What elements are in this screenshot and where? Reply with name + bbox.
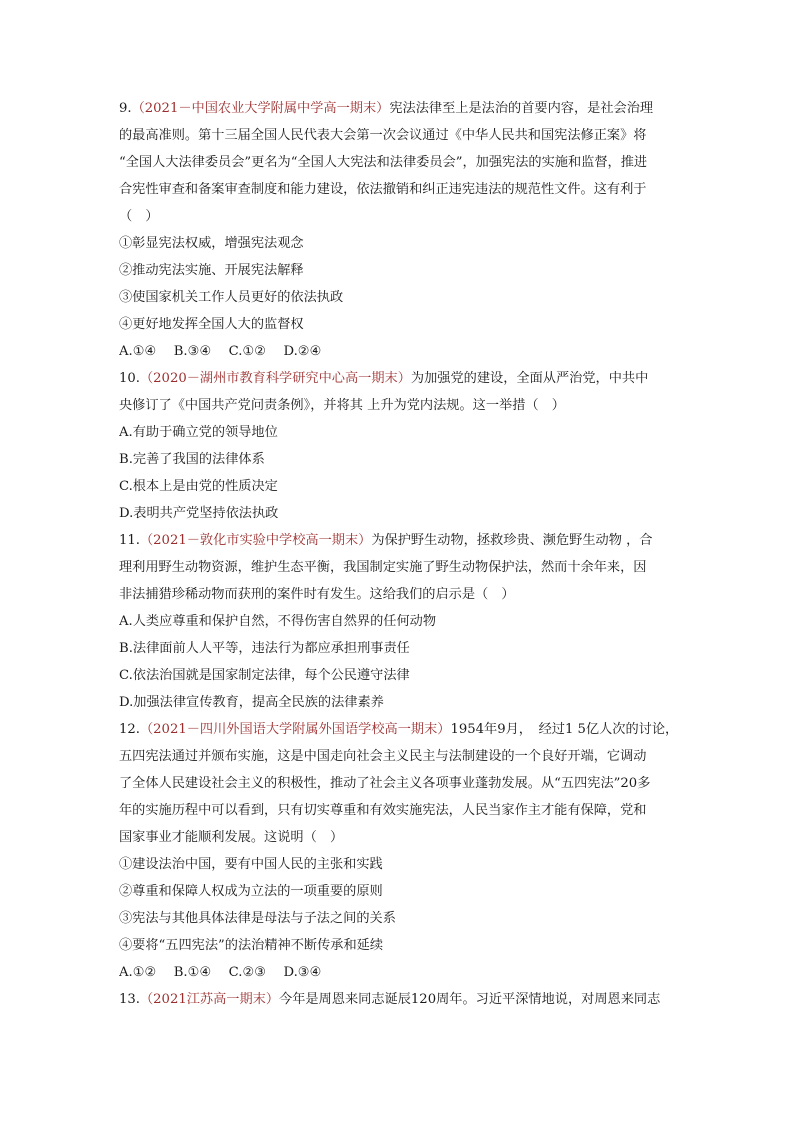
question-number: 12. <box>119 722 140 737</box>
question-text-line: 年的实施历程中可以看到，只有切实尊重和有效实施宪法，人民当家作主才能有保障，党和 <box>119 803 647 818</box>
question-text: 为保护野生动物，拯救珍贵、濒危野生动物 ，合 <box>371 533 653 548</box>
question-text-line: 的最高准则。第十三届全国人民代表大会第一次会议通过《中华人民共和国宪法修正案》将 <box>119 128 647 143</box>
question-text-line: 央修订了《中国共产党问责条例》，并将其 上升为党内法规。这一举措（ ） <box>119 398 565 413</box>
document-page <box>119 95 679 1013</box>
question-number: 13. <box>119 992 140 1007</box>
question-source: （2021－敦化市实验中学校高一期末） <box>139 533 372 548</box>
question-text: 1954年9月， 经过1 5亿人次的讨论， <box>450 722 679 737</box>
question-13-line-1 <box>119 986 679 1013</box>
answer-choices: A.①② B.①④ C.②③ D.③④ <box>119 965 322 980</box>
question-12 <box>119 716 679 986</box>
option: ②推动宪法实施、开展宪法解释 <box>119 263 304 278</box>
question-text-line: 了全体人民建设社会主义的积极性，推动了社会主义各项事业蓬勃发展。从“五四宪法”20多 <box>119 776 651 791</box>
question-12-line-1 <box>119 716 679 743</box>
question-source: （2021江苏高一期末） <box>139 992 280 1007</box>
answer-choices: A.①④ B.③④ C.①② D.②④ <box>119 344 322 359</box>
question-number: 11. <box>119 533 140 548</box>
question-text: 为加强党的建设，全面从严治党，中共中 <box>410 371 649 386</box>
question-number: 10. <box>119 371 140 386</box>
option: D.表明共产党坚持依法执政 <box>119 506 279 521</box>
option: B.完善了我国的法律体系 <box>119 452 265 467</box>
question-text-line: 合宪性审查和备案审查制度和能力建设，依法撤销和纠正违宪违法的规范性文件。这有利于 <box>119 182 647 197</box>
question-text-line: 理利用野生动物资源，维护生态平衡，我国制定实施了野生动物保护法，然而十余年来，因 <box>119 560 647 575</box>
question-text-line: 非法捕猎珍稀动物而获刑的案件时有发生。这给我们的启示是（ ） <box>119 587 515 602</box>
question-10 <box>119 365 679 527</box>
question-9 <box>119 95 679 365</box>
option: ①建设法治中国，要有中国人民的主张和实践 <box>119 857 383 872</box>
option: ①彰显宪法权威，增强宪法观念 <box>119 236 304 251</box>
question-9-line-1 <box>119 95 679 122</box>
question-11-line-1 <box>119 527 679 554</box>
question-text-line: “全国人大法律委员会”更名为“全国人大宪法和法律委员会”，加强宪法的实施和监督，推进 <box>119 155 648 170</box>
option: ②尊重和保障人权成为立法的一项重要的原则 <box>119 884 383 899</box>
option: ③使国家机关工作人员更好的依法执政 <box>119 290 344 305</box>
question-text: 宪法法律至上是法治的首要内容，是社会治理 <box>389 101 654 116</box>
question-10-line-1 <box>119 365 679 392</box>
question-source: （2021－中国农业大学附属中学高一期末） <box>131 101 390 116</box>
question-text-line: （ ） <box>119 209 159 224</box>
option: B.法律面前人人平等，违法行为都应承担刑事责任 <box>119 641 410 656</box>
question-11 <box>119 527 679 716</box>
option: C.依法治国就是国家制定法律，每个公民遵守法律 <box>119 668 410 683</box>
option: D.加强法律宣传教育，提高全民族的法律素养 <box>119 695 384 710</box>
question-source: （2020－湖州市教育科学研究中心高一期末） <box>139 371 411 386</box>
question-13 <box>119 986 679 1013</box>
question-text: 今年是周恩来同志诞辰120周年。习近平深情地说，对周恩来同志 <box>279 992 661 1007</box>
question-text-line: 国家事业才能顺利发展。这说明（ ） <box>119 830 344 845</box>
option: C.根本上是由党的性质决定 <box>119 479 278 494</box>
question-text-line: 五四宪法通过并颁布实施，这是中国走向社会主义民主与法制建设的一个良好开端，它调动 <box>119 749 647 764</box>
question-number: 9. <box>119 101 132 116</box>
option: A.人类应尊重和保护自然，不得伤害自然界的任何动物 <box>119 614 437 629</box>
option: ④要将“五四宪法”的法治精神不断传承和延续 <box>119 938 384 953</box>
option: ④更好地发挥全国人大的监督权 <box>119 317 304 332</box>
question-source: （2021－四川外国语大学附属外国语学校高一期末） <box>139 722 451 737</box>
option: A.有助于确立党的领导地位 <box>119 425 278 440</box>
option: ③宪法与其他具体法律是母法与子法之间的关系 <box>119 911 396 926</box>
